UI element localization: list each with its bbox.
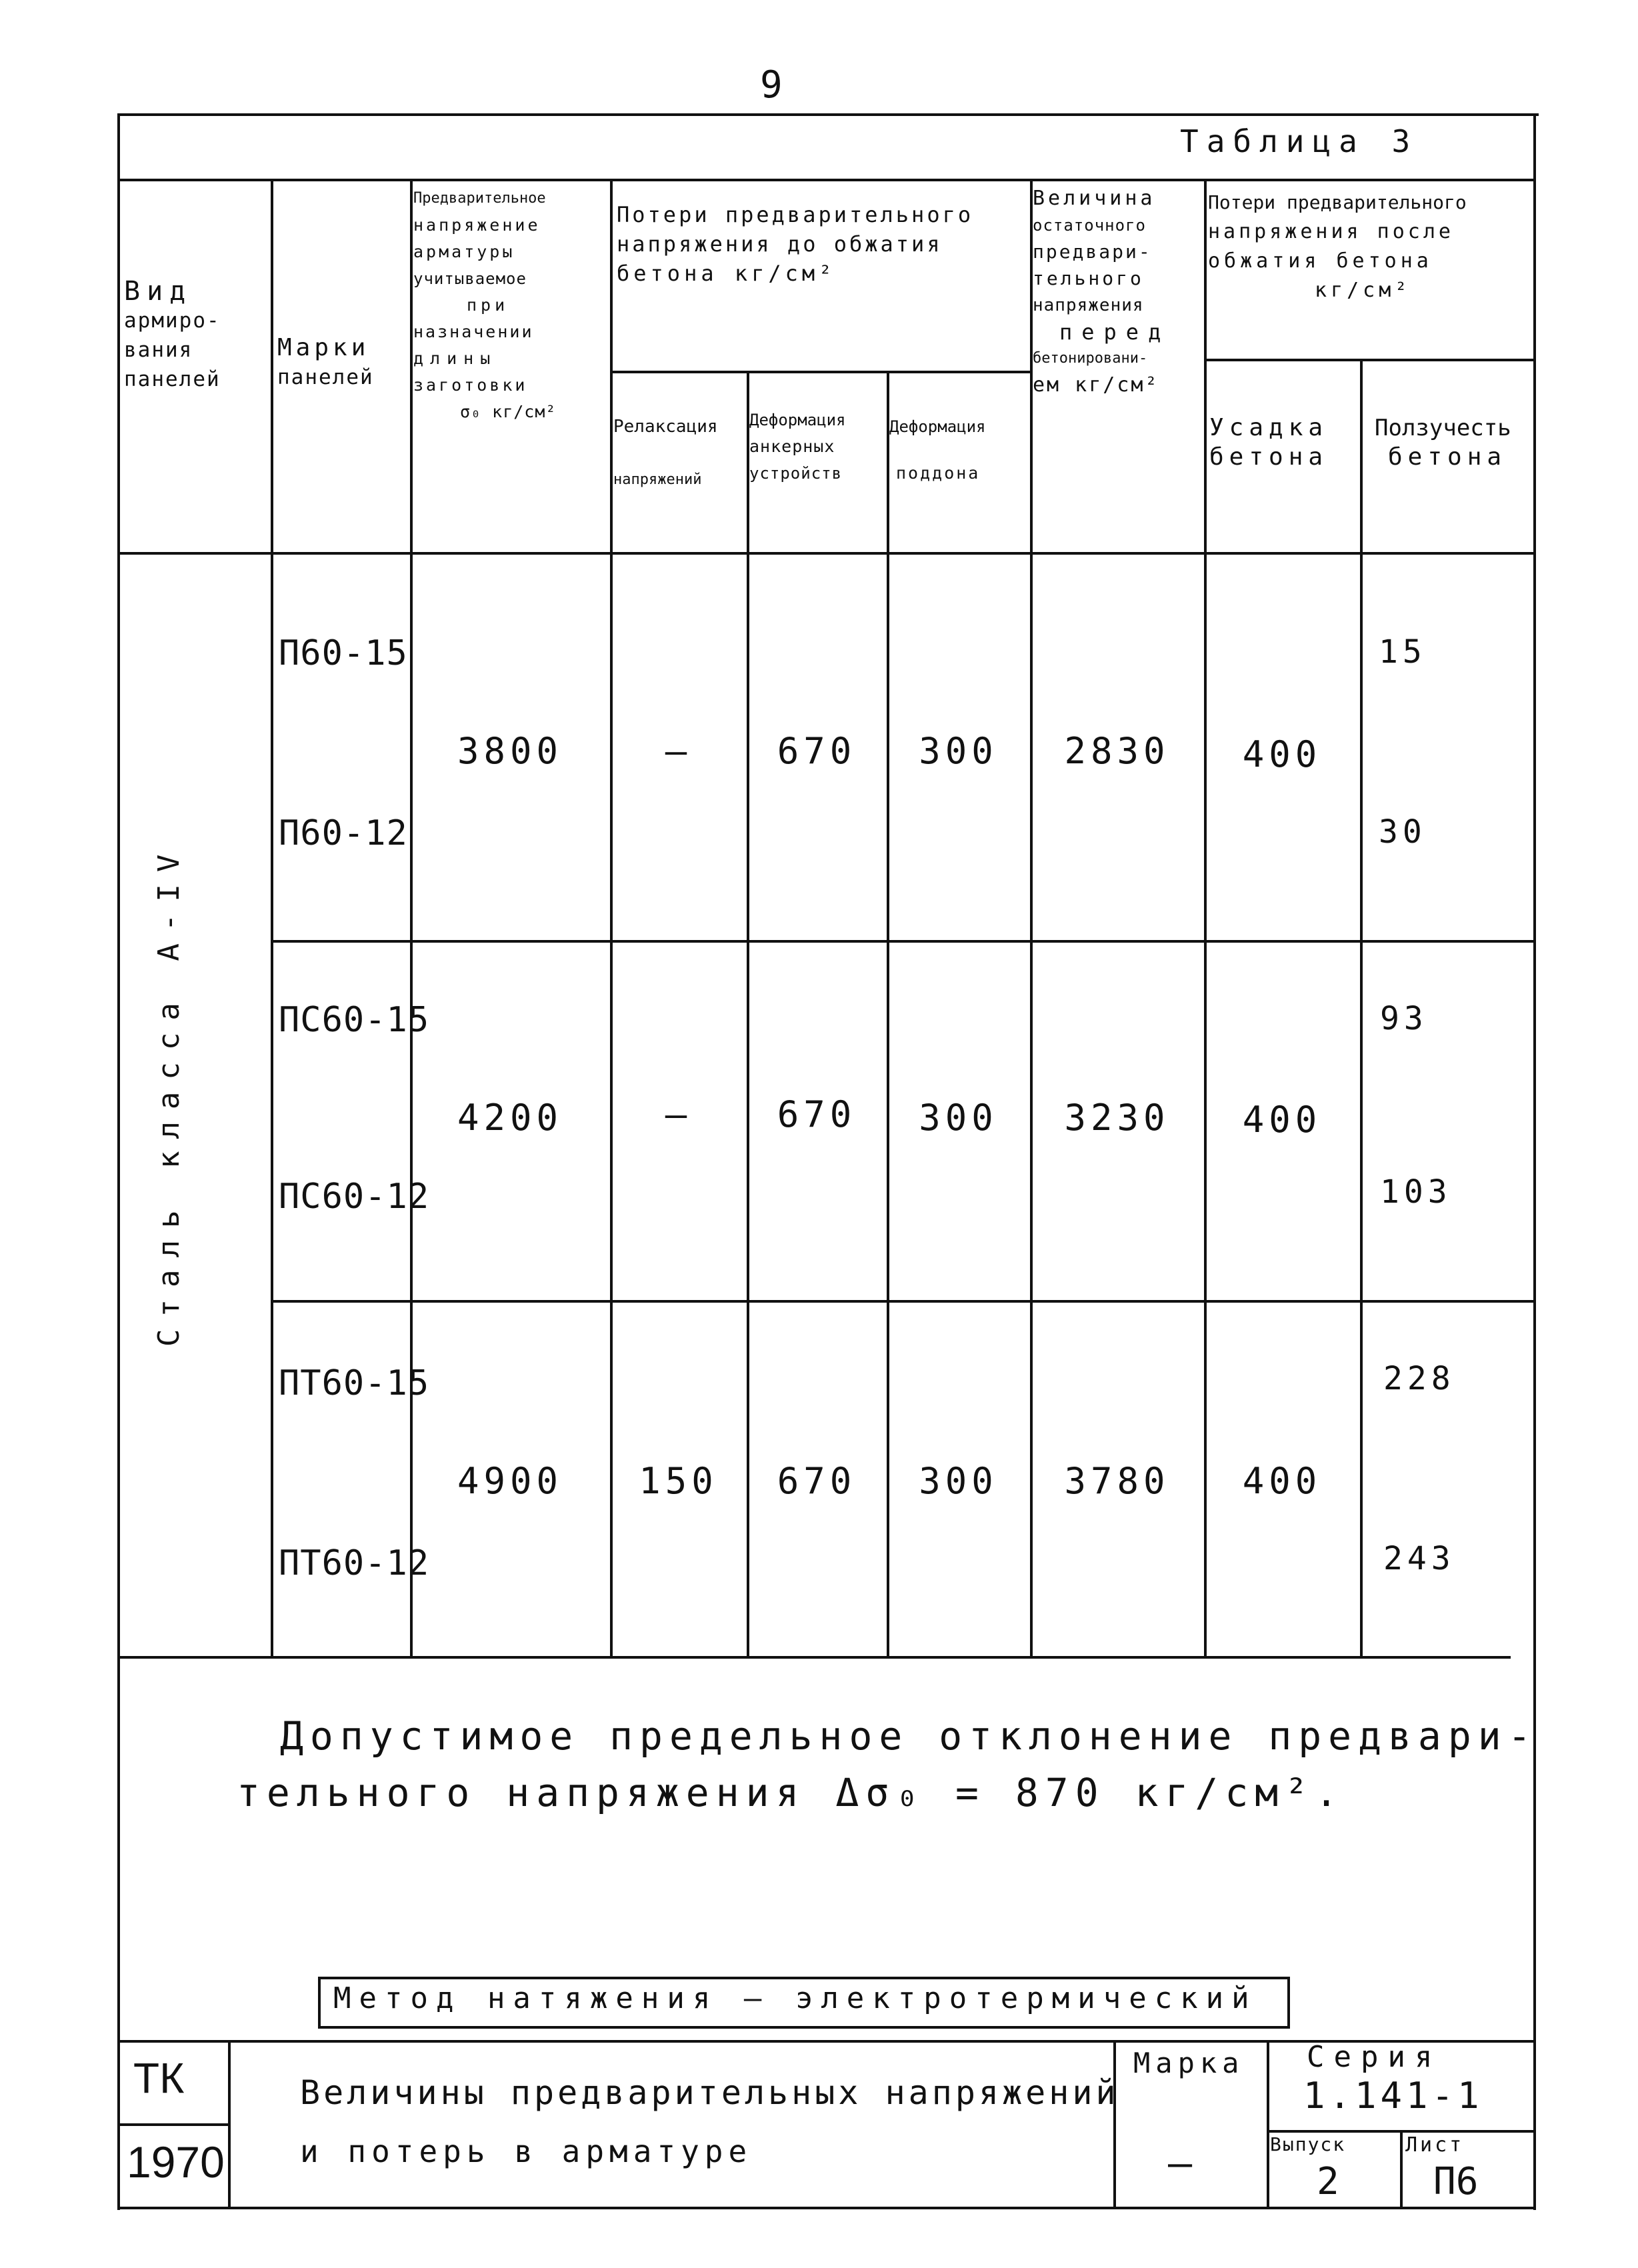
mark-p60-15: П60-15 — [279, 633, 408, 673]
col-line-3 — [610, 179, 613, 1659]
prestress-value: 4200 — [457, 1097, 563, 1139]
anchor-value: 670 — [777, 1093, 857, 1135]
frame-top — [117, 113, 1539, 116]
header-group-losses-after: Потери предварительного напряжения после обжатия бетона кг/см² — [1208, 191, 1467, 302]
header-col-anchor: Деформация анкерных устройств — [749, 411, 846, 483]
table-title: Таблица 3 — [1180, 123, 1419, 159]
shrinkage-value: 400 — [1242, 1460, 1322, 1502]
mark-p60-12: П60-12 — [279, 813, 408, 853]
header-col-marks: Марки панелей — [277, 334, 374, 389]
frame-right — [1533, 113, 1536, 2210]
header-col-creep: Ползучесть бетона — [1375, 415, 1511, 471]
header-col-type: Вид армиро- вания панелей — [124, 276, 221, 391]
stamp-series-value: 1.141-1 — [1303, 2075, 1483, 2117]
col-line-6 — [1030, 179, 1033, 1659]
relaxation-value: — — [665, 730, 692, 772]
header-bottom-line — [117, 552, 1536, 555]
stamp-col-3 — [1267, 2040, 1269, 2209]
frame-left — [117, 113, 120, 2210]
header-col-shrinkage: Усадка бетона — [1209, 414, 1329, 471]
header-col-relaxation: Релаксация напряжений — [613, 417, 718, 488]
creep-value: 103 — [1380, 1173, 1452, 1211]
stamp-left-divider — [117, 2123, 231, 2126]
creep-value: 15 — [1379, 633, 1427, 671]
stamp-col-2 — [1113, 2040, 1116, 2209]
group2-sub-line — [1204, 359, 1536, 361]
group-line-1 — [271, 940, 1536, 943]
anchor-value: 670 — [777, 730, 857, 772]
mark-ps60-15: ПС60-15 — [279, 1000, 430, 1040]
creep-value: 30 — [1379, 813, 1427, 851]
col-line-7 — [1204, 179, 1207, 1659]
stamp-title-line1: Величины предварительных напряжений — [300, 2073, 1119, 2112]
stamp-issue-value: 2 — [1317, 2160, 1339, 2203]
mark-pt60-12: ПТ60-12 — [279, 1543, 430, 1583]
shrinkage-value: 400 — [1242, 1099, 1322, 1141]
col-line-8 — [1360, 359, 1363, 1659]
stamp-col-4 — [1400, 2130, 1403, 2209]
pallet-value: 300 — [919, 730, 998, 772]
shrinkage-value: 400 — [1242, 733, 1322, 775]
stamp-issue-label: Выпуск — [1270, 2133, 1346, 2155]
tolerance-note-line1: Допустимое предельное отклонение предвари- — [280, 1713, 1538, 1759]
stamp-title-line2: и потерь в арматуре — [300, 2133, 753, 2169]
col-line-1 — [271, 179, 273, 1659]
stamp-series-label: Серия — [1307, 2040, 1442, 2074]
prestress-value: 4900 — [457, 1460, 563, 1502]
tolerance-note-line2: тельного напряжения Δσ₀ = 870 кг/см². — [237, 1770, 1345, 1815]
stamp-mark-label: Марка — [1133, 2047, 1245, 2079]
creep-value: 93 — [1380, 1000, 1428, 1037]
prestress-value: 3800 — [457, 730, 563, 772]
col-line-2 — [410, 179, 413, 1659]
steel-class-label: Сталь класса А-IV — [152, 842, 186, 1347]
tension-method: Метод натяжения — электротермический — [333, 1981, 1257, 2015]
header-col-pallet: Деформация поддона — [889, 417, 986, 483]
stamp-org: ТК — [133, 2054, 185, 2102]
creep-value: 243 — [1383, 1540, 1455, 1577]
table-bottom-line — [117, 1656, 1511, 1659]
stamp-right-divider — [1267, 2130, 1536, 2133]
stamp-sheet-label: Лист — [1405, 2133, 1465, 2157]
relaxation-value: — — [665, 1093, 692, 1135]
residual-value: 3780 — [1064, 1460, 1170, 1502]
mark-pt60-15: ПТ60-15 — [279, 1363, 430, 1403]
header-col-residual: Величина остаточного предвари- тельного напряжения перед бетонировани- ем кг/см² — [1033, 187, 1171, 397]
residual-value: 2830 — [1064, 730, 1170, 772]
pallet-value: 300 — [919, 1097, 998, 1139]
stamp-sheet-value: П6 — [1433, 2160, 1479, 2203]
relaxation-value: 150 — [639, 1460, 718, 1502]
creep-value: 228 — [1383, 1360, 1455, 1397]
stamp-year: 1970 — [127, 2137, 225, 2187]
mark-ps60-12: ПС60-12 — [279, 1177, 430, 1217]
stamp-mark-value: — — [1168, 2140, 1193, 2187]
anchor-value: 670 — [777, 1460, 857, 1502]
group-line-2 — [271, 1300, 1536, 1303]
group1-sub-line — [610, 371, 1031, 373]
header-top-line — [117, 179, 1536, 181]
page-number: 9 — [760, 63, 783, 107]
pallet-value: 300 — [919, 1460, 998, 1502]
header-group-losses-before: Потери предварительного напряжения до обжатия бетона кг/см² — [617, 202, 974, 286]
stamp-bottom-line — [117, 2207, 1536, 2209]
residual-value: 3230 — [1064, 1097, 1170, 1139]
header-col-prestress: Предварительное напряжение арматуры учитываемое при назначении длины заготовки σ₀ кг/см² — [413, 190, 557, 421]
